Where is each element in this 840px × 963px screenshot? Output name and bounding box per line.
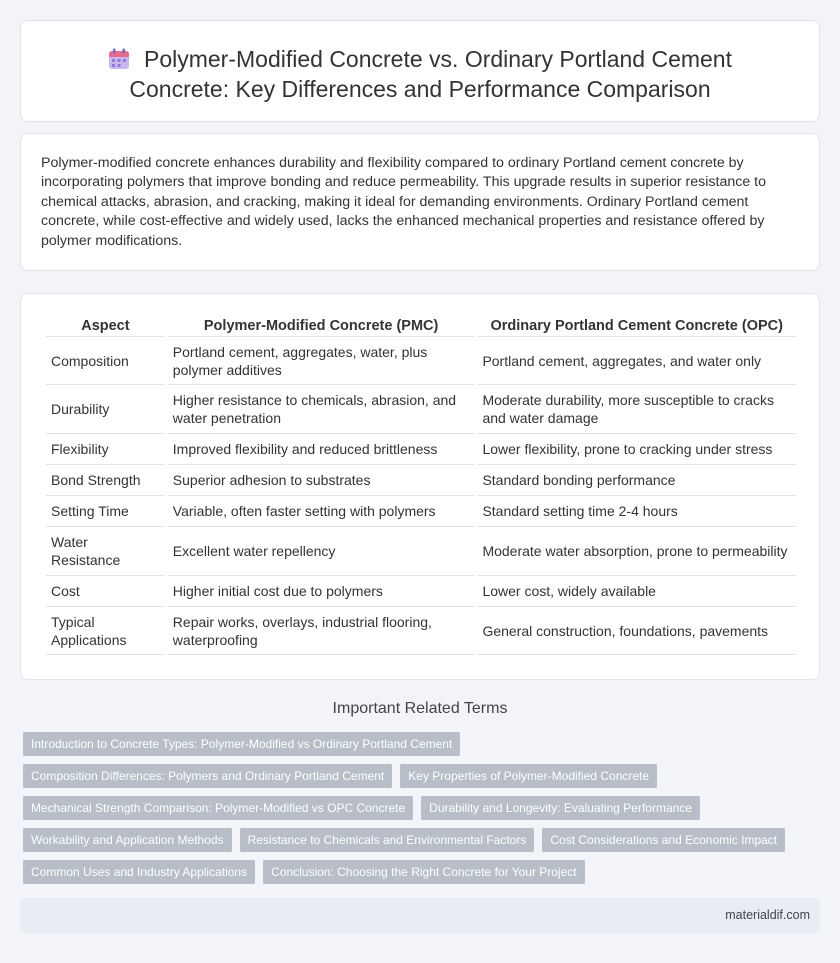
cell-opc: General construction, foundations, pavements bbox=[477, 607, 796, 655]
calendar-icon bbox=[108, 48, 130, 70]
header-pmc: Polymer-Modified Concrete (PMC) bbox=[168, 317, 475, 337]
title-card bbox=[20, 20, 820, 122]
cell-aspect: Typical Applications bbox=[46, 607, 165, 655]
related-term-tag[interactable]: Introduction to Concrete Types: Polymer-Modified vs Ordinary Portland Cement bbox=[23, 732, 460, 756]
related-term-tag[interactable]: Key Properties of Polymer-Modified Concrete bbox=[400, 764, 657, 788]
cell-pmc: Variable, often faster setting with polymers bbox=[168, 496, 475, 527]
table-header-row bbox=[46, 317, 796, 337]
page-title bbox=[61, 44, 779, 104]
header-aspect: Aspect bbox=[46, 317, 165, 337]
cell-opc: Lower flexibility, prone to cracking under stress bbox=[477, 434, 796, 465]
cell-opc: Moderate water absorption, prone to permeability bbox=[477, 527, 796, 576]
cell-pmc: Higher resistance to chemicals, abrasion, and water penetration bbox=[168, 385, 475, 434]
cell-pmc: Portland cement, aggregates, water, plus polymer additives bbox=[168, 337, 475, 385]
related-term-tag[interactable]: Common Uses and Industry Applications bbox=[23, 860, 255, 884]
comparison-table bbox=[43, 317, 799, 655]
cell-opc: Portland cement, aggregates, and water only bbox=[477, 337, 796, 385]
related-term-tag[interactable]: Mechanical Strength Comparison: Polymer-Modified vs OPC Concrete bbox=[23, 796, 413, 820]
page-title-text: Polymer-Modified Concrete vs. Ordinary Portland Cement Concrete: Key Differences and Performance Comparison bbox=[129, 46, 732, 102]
intro-card bbox=[20, 133, 820, 271]
cell-aspect: Bond Strength bbox=[46, 465, 165, 496]
related-term-tag[interactable]: Composition Differences: Polymers and Ordinary Portland Cement bbox=[23, 764, 392, 788]
cell-aspect: Durability bbox=[46, 385, 165, 434]
table-row bbox=[46, 576, 796, 607]
related-term-tag[interactable]: Resistance to Chemicals and Environmental Factors bbox=[240, 828, 535, 852]
cell-aspect: Water Resistance bbox=[46, 527, 165, 576]
cell-pmc: Superior adhesion to substrates bbox=[168, 465, 475, 496]
header-opc: Ordinary Portland Cement Concrete (OPC) bbox=[477, 317, 796, 337]
related-term-tag[interactable]: Workability and Application Methods bbox=[23, 828, 232, 852]
cell-aspect: Setting Time bbox=[46, 496, 165, 527]
table-row bbox=[46, 496, 796, 527]
cell-aspect: Cost bbox=[46, 576, 165, 607]
cell-pmc: Repair works, overlays, industrial flooring, waterproofing bbox=[168, 607, 475, 655]
related-term-tag[interactable]: Conclusion: Choosing the Right Concrete for Your Project bbox=[263, 860, 585, 884]
comparison-table-card bbox=[20, 293, 820, 680]
cell-pmc: Excellent water repellency bbox=[168, 527, 475, 576]
cell-aspect: Composition bbox=[46, 337, 165, 385]
table-row bbox=[46, 607, 796, 655]
table-row bbox=[46, 385, 796, 434]
cell-pmc: Improved flexibility and reduced brittleness bbox=[168, 434, 475, 465]
cell-aspect: Flexibility bbox=[46, 434, 165, 465]
related-term-tag[interactable]: Durability and Longevity: Evaluating Performance bbox=[421, 796, 700, 820]
footer bbox=[20, 898, 820, 933]
cell-opc: Standard setting time 2-4 hours bbox=[477, 496, 796, 527]
cell-opc: Moderate durability, more susceptible to cracks and water damage bbox=[477, 385, 796, 434]
related-term-tag[interactable]: Cost Considerations and Economic Impact bbox=[542, 828, 785, 852]
table-row bbox=[46, 527, 796, 576]
table-row bbox=[46, 434, 796, 465]
cell-opc: Standard bonding performance bbox=[477, 465, 796, 496]
table-row bbox=[46, 465, 796, 496]
related-terms-list bbox=[23, 732, 813, 892]
intro-paragraph: Polymer-modified concrete enhances durability and flexibility compared to ordinary Portland cement concrete by incorporating polymers that improve bonding and reduce permeability. This upgrade results in superior resistance to chemical attacks, abrasion, and cracking, making it ideal for demanding environments. Ordinary Portland cement concrete, while cost-effective and widely used, lacks the enhanced mechanical properties and resistance offered by polymer modifications. bbox=[41, 155, 766, 249]
cell-opc: Lower cost, widely available bbox=[477, 576, 796, 607]
related-terms-heading: Important Related Terms bbox=[332, 700, 508, 717]
footer-site-link[interactable]: materialdif.com bbox=[725, 908, 810, 922]
table-row bbox=[46, 337, 796, 385]
cell-pmc: Higher initial cost due to polymers bbox=[168, 576, 475, 607]
